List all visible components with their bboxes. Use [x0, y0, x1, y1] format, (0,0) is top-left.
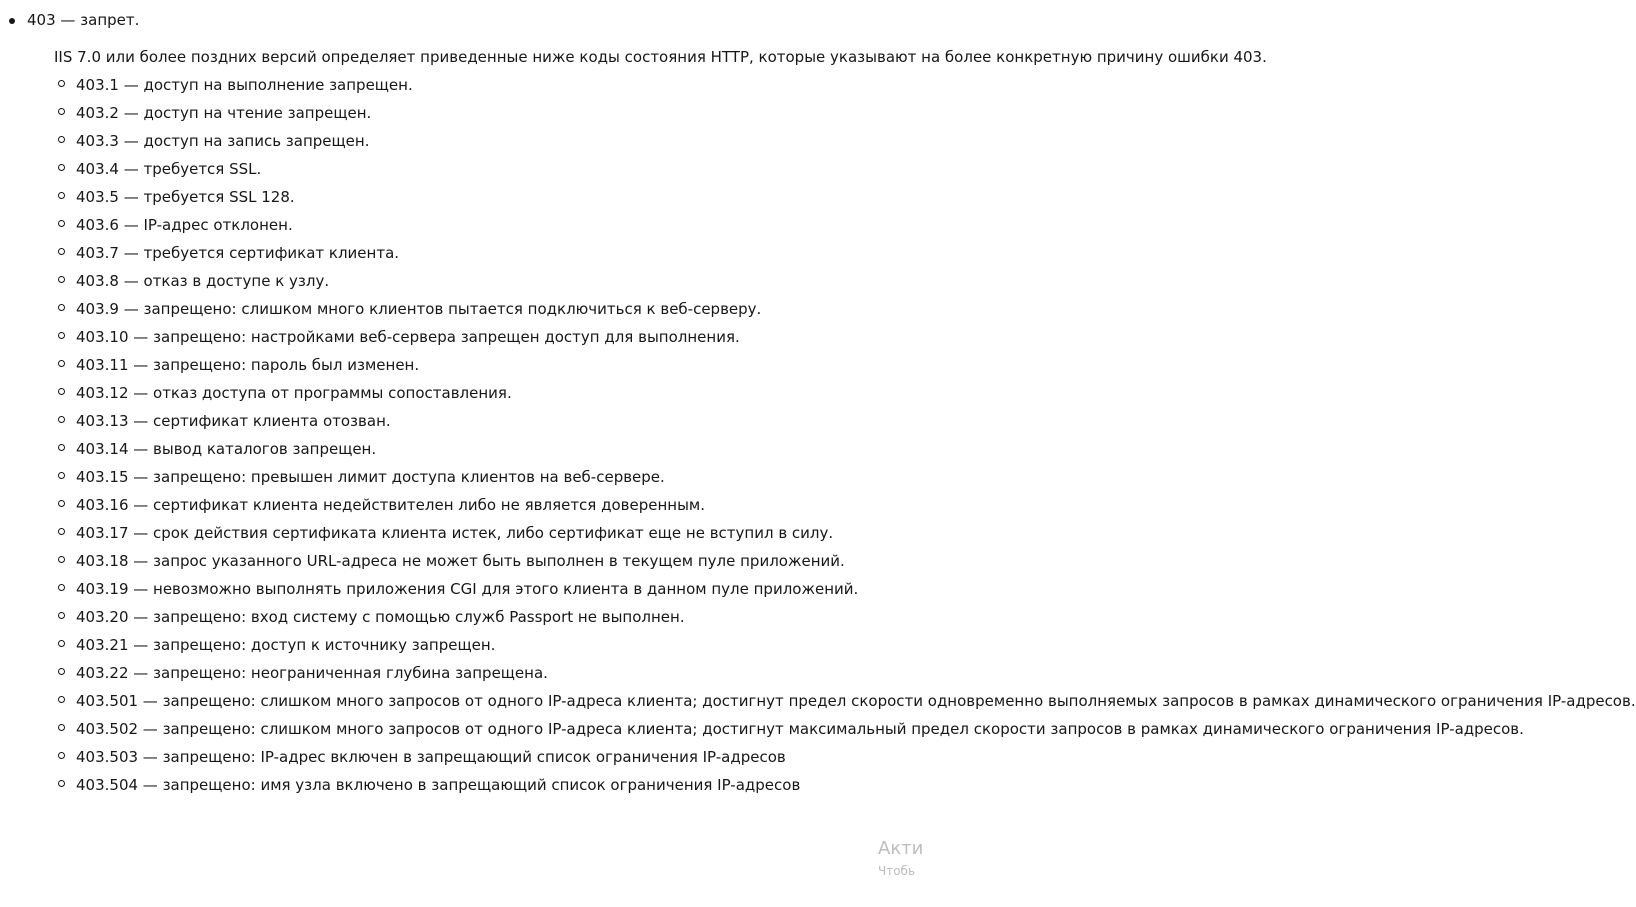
list-item [54, 463, 920, 491]
list-item-text: 403.22 — запрещено: неограниченная глубина запрещена. [76, 664, 548, 682]
list-item-403-text: 403 — запрет. [27, 11, 140, 29]
list-item-text: 403.15 — запрещено: превышен лимит доступа клиентов на веб-сервере. [76, 468, 665, 486]
list-item-text: 403.12 — отказ доступа от программы сопоставления. [76, 384, 512, 402]
list-item-text: 403.5 — требуется SSL 128. [76, 188, 295, 206]
list-item-text: 403.16 — сертификат клиента недействителен либо не является доверенным. [76, 496, 706, 514]
list-item-text: 403.9 — запрещено: слишком много клиентов пытается подключиться к веб-серверу. [76, 300, 762, 318]
list-item-text: 403.503 — запрещено: IP-адрес включен в запрещающий список ограничения IP-адресов [76, 748, 786, 766]
list-item-text: 403.10 — запрещено: настройками веб-сервера запрещен доступ для выполнения. [76, 328, 740, 346]
list-item-text: 403.4 — требуется SSL. [76, 160, 262, 178]
list-item [54, 715, 1524, 743]
list-item [54, 99, 920, 127]
list-item [54, 575, 920, 603]
list-item-text: 403.13 — сертификат клиента отозван. [76, 412, 391, 430]
list-item [54, 743, 924, 771]
list-item [54, 547, 920, 575]
list-item [54, 267, 920, 295]
list-item [54, 71, 920, 99]
list-item-text: 403.21 — запрещено: доступ к источнику запрещен. [76, 636, 496, 654]
list-item [54, 155, 920, 183]
list-item [54, 687, 1636, 715]
list-item [54, 295, 920, 323]
list-item-text: 403.502 — запрещено: слишком много запросов от одного IP-адреса клиента; достигнут максимальный предел скорости запросов в рамках динамического ограничения IP-адресов. [76, 720, 1524, 738]
list-item-text: 403.8 — отказ в доступе к узлу. [76, 272, 330, 290]
list-item-text: 403.6 — IP-адрес отклонен. [76, 216, 293, 234]
list-item-text: 403.17 — срок действия сертификата клиента истек, либо сертификат еще не вступил в силу. [76, 524, 834, 542]
watermark-subtitle: Чтобь [878, 864, 916, 878]
list-item-text: 403.7 — требуется сертификат клиента. [76, 244, 400, 262]
windows-activation-watermark [878, 838, 924, 879]
list-item-text: 403.1 — доступ на выполнение запрещен. [76, 76, 413, 94]
list-item [54, 239, 920, 267]
list-item [54, 519, 920, 547]
intro-paragraph: IIS 7.0 или более поздних версий определяет приведенные ниже коды состояния HTTP, которые указывают на более конкретную причину ошибки 403. [54, 48, 1267, 66]
list-item [54, 127, 920, 155]
list-item-text: 403.11 — запрещено: пароль был изменен. [76, 356, 420, 374]
list-item-text: 403.19 — невозможно выполнять приложения CGI для этого клиента в данном пуле приложений. [76, 580, 859, 598]
list-item [54, 659, 920, 687]
list-item-text: 403.20 — запрещено: вход систему с помощью служб Passport не выполнен. [76, 608, 685, 626]
watermark-title: Акти [878, 838, 924, 859]
list-item [54, 351, 920, 379]
list-item [54, 323, 920, 351]
list-item [54, 603, 920, 631]
list-item [54, 407, 920, 435]
list-item [54, 631, 920, 659]
list-item-text: 403.3 — доступ на запись запрещен. [76, 132, 370, 150]
list-item-text: 403.504 — запрещено: имя узла включено в запрещающий список ограничения IP-адресов [76, 776, 801, 794]
status-code-list [0, 6, 1636, 799]
list-item-403 [0, 6, 1636, 799]
sub-code-list [54, 71, 1636, 799]
list-item [54, 211, 920, 239]
list-item-text: 403.501 — запрещено: слишком много запросов от одного IP-адреса клиента; достигнут предел скорости одновременно выполняемых запросов в рамках динамического ограничения IP-адресов. [76, 692, 1636, 710]
list-item [54, 491, 920, 519]
list-item [54, 379, 920, 407]
list-item [54, 183, 920, 211]
list-item-text: 403.2 — доступ на чтение запрещен. [76, 104, 372, 122]
list-item-text: 403.18 — запрос указанного URL-адреса не может быть выполнен в текущем пуле приложений. [76, 552, 845, 570]
list-item-text: 403.14 — вывод каталогов запрещен. [76, 440, 377, 458]
list-item [54, 771, 924, 799]
article-content [0, 6, 1636, 799]
list-item [54, 435, 920, 463]
